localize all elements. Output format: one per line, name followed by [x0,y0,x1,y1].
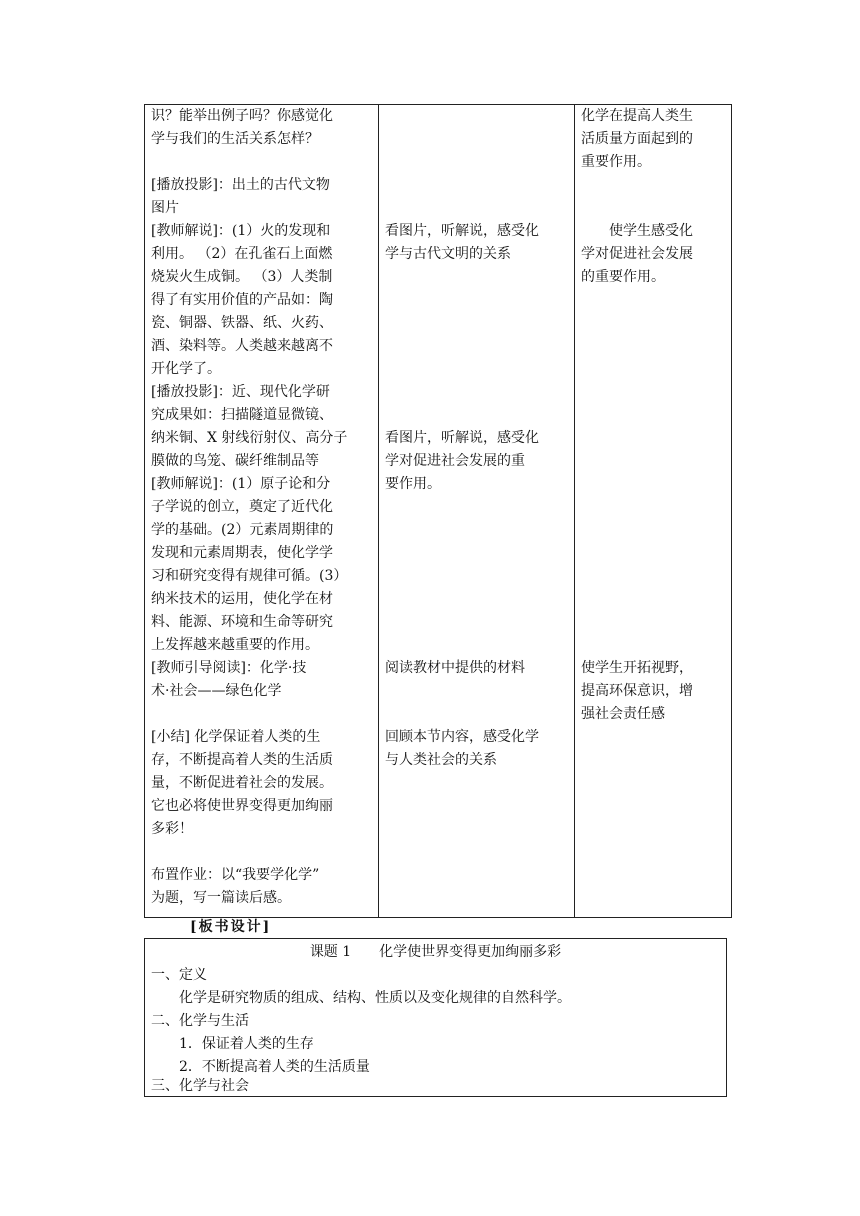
homework: 布置作业：以“我要学化学” 为题，写一篇读后感。 [151,867,320,906]
board-line-life-1: 1．保证着人类的生存 [179,1036,314,1052]
teacher-activity-column [145,105,379,918]
summary: [小结] 化学保证着人类的生 存，不断提高着人类的生活质 量，不断促进着社会的发展。 它也必将使世界变得更加绚丽 多彩！ [151,729,333,837]
teacher-explanation-ancient: [教师解说]：(1）火的发现和 利用。 （2）在孔雀石上面燃 烧炭火生成铜。 （3）人类制 得了有实用价值的产品如：陶 瓷、铜器、铁器、纸、火药、 酒、染料等。人类越来越离不 开化学了。 [151,223,333,377]
projection-ancient-relics: [播放投影]：出土的古代文物 图片 [151,177,330,216]
board-line-chem-society: 三、化学与社会 [151,1078,249,1094]
student-activity-reading: 阅读教材中提供的材料 [385,660,525,676]
projection-modern-research: [播放投影]：近、现代化学研 究成果如：扫描隧道显微镜、 纳米铜、X 射线衍射仪、高分子 膜做的鸟笼、碳纤维制品等 [151,384,348,469]
student-activity-column [379,105,575,918]
design-intent-column [575,105,732,918]
intent-environment: 使学生开拓视野， 提高环保意识，增 强社会责任感 [581,660,693,722]
intent-quality-of-life: 化学在提高人类生 活质量方面起到的 重要作用。 [581,108,693,170]
board-line-life-2: 2．不断提高着人类的生活质量 [179,1059,370,1075]
student-activity-review: 回顾本节内容，感受化学 与人类社会的关系 [385,729,539,768]
board-title: 课题 1 化学使世界变得更加绚丽多彩 [309,944,562,960]
student-activity-ancient: 看图片，听解说，感受化 学与古代文明的关系 [385,223,539,262]
lesson-table [144,104,732,918]
intent-social-development: 使学生感受化 学对促进社会发展 的重要作用。 [581,223,693,285]
intro-question: 识？能举出例子吗？你感觉化 学与我们的生活关系怎样？ [151,108,333,147]
board-line-definition: 一、定义 [151,967,207,983]
board-design-box [144,938,727,1097]
board-line-definition-text: 化学是研究物质的组成、结构、性质以及变化规律的自然科学。 [179,990,571,1006]
board-design-heading: [板书设计] [190,919,272,935]
teacher-explanation-modern: [教师解说]：(1）原子论和分 子学说的创立，奠定了近代化 学的基础。(2）元素周期律的 发现和元素周期表，使化学学 习和研究变得有规律可循。(3） 纳米技术的运用，使化学在材 料、能源、环境和生命等研究 上发挥越来越重要的作用。 [151,476,348,653]
guided-reading: [教师引导阅读]：化学·技 术·社会——绿色化学 [151,660,307,699]
board-line-chem-life: 二、化学与生活 [151,1013,249,1029]
student-activity-modern: 看图片，听解说，感受化 学对促进社会发展的重 要作用。 [385,430,539,492]
